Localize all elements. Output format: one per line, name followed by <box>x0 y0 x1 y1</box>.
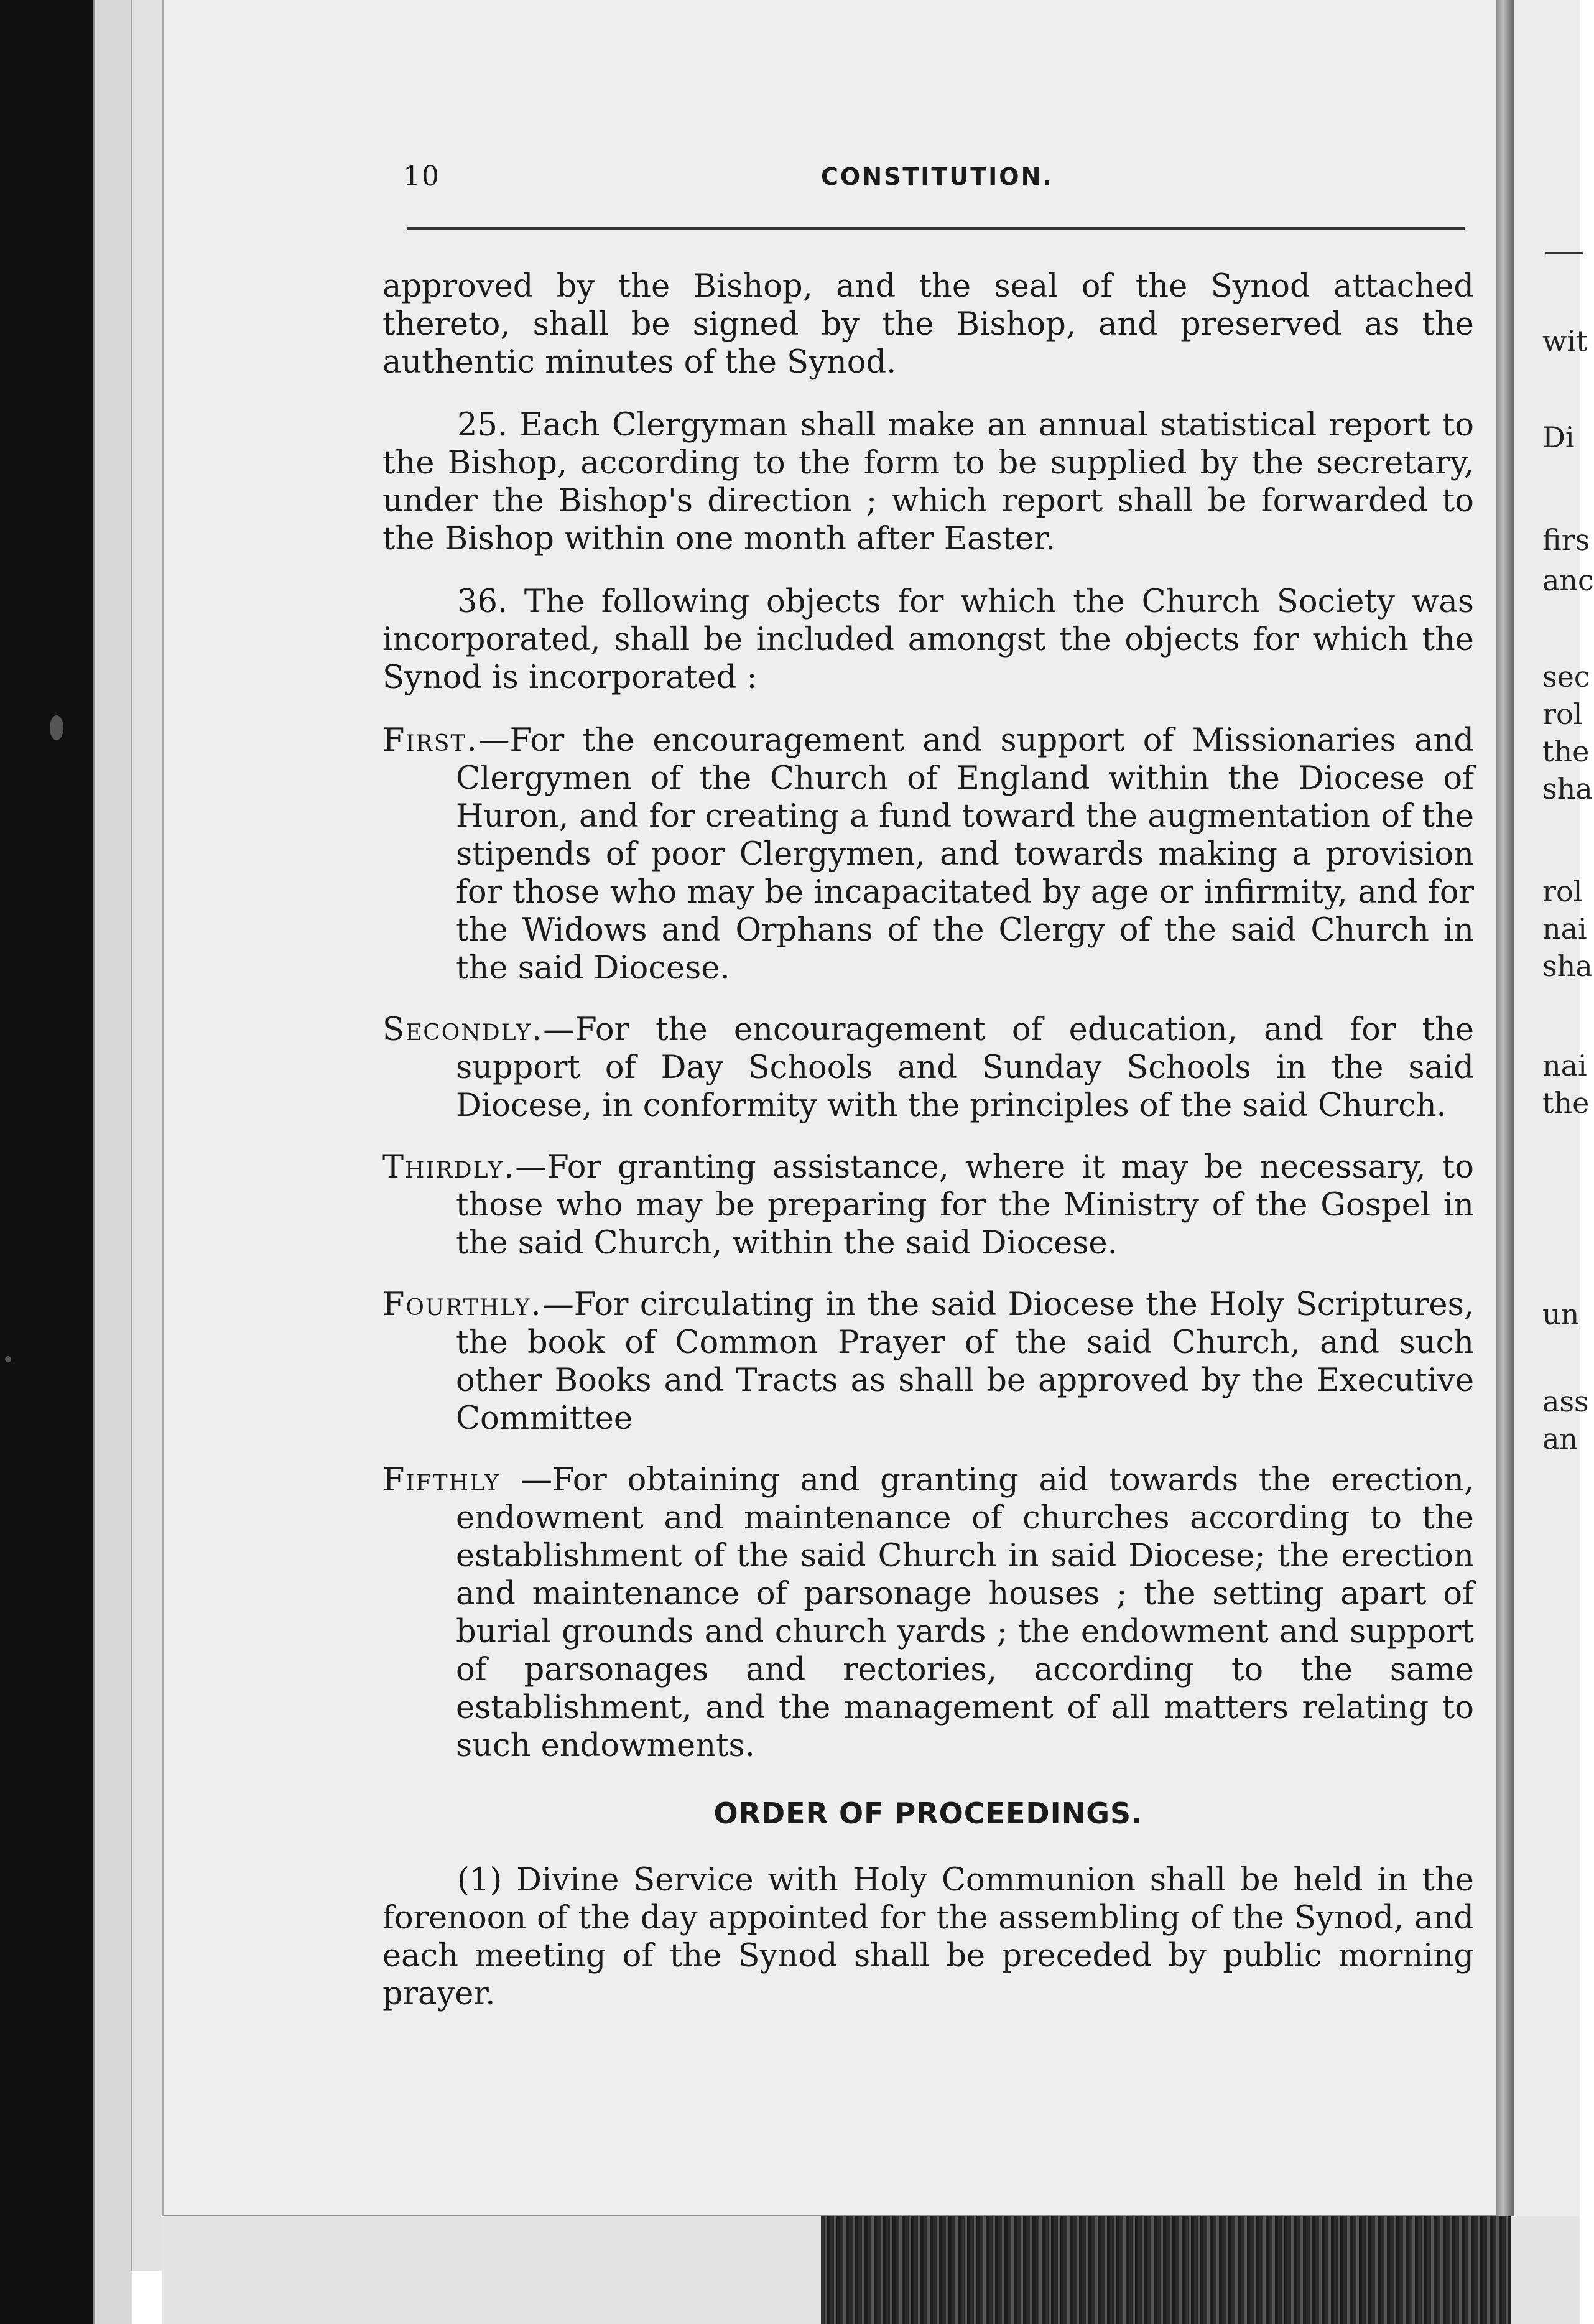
scan-speck <box>50 715 63 740</box>
facing-word: Di <box>1542 421 1575 454</box>
facing-word: an <box>1542 1422 1578 1456</box>
section-36-paragraph: 36. The following objects for which the Church Society was incorporated, shall be included amongst the objects for which the Synod is incorporated : <box>382 583 1474 696</box>
facing-word: anc <box>1542 564 1594 597</box>
facing-word: rol <box>1542 875 1583 908</box>
header-rule <box>407 227 1465 230</box>
order-paragraph-1: (1) Divine Service with Holy Communion shall be held in the forenoon of the day appointed for the assembling of the Synod, and each meeting of the Synod shall be preceded by public morning prayer. <box>382 1862 1474 2012</box>
object-text: —For the encouragement of education, and for the support of Day Schools and Sunday Schools in the said Diocese, in conformity with the principles of the said Church. <box>456 1011 1474 1124</box>
object-secondly <box>382 1011 1474 1125</box>
object-lead: Secondly. <box>382 1011 544 1048</box>
facing-page-rule <box>1545 252 1583 254</box>
object-text: —For the encouragement and support of Missionaries and Clergymen of the Church of England within the Diocese of Huron, and for creating a fund toward the augmentation of the stipends of poor Clergymen, and towards making a provision for those who may be incapacitated by age or infirmity, and for the Widows and Orphans of the Clergy of the said Church in the said Diocese. <box>456 722 1474 987</box>
section-25-paragraph: 25. Each Clergyman shall make an annual statistical report to the Bishop, according to the form to be supplied by the secretary, under the Bishop's direction ; which report shall be forwarded to the Bishop within one month after Easter. <box>382 407 1474 557</box>
facing-word: nai <box>1542 1049 1587 1082</box>
facing-word: un <box>1542 1298 1580 1331</box>
object-fifthly <box>382 1461 1474 1765</box>
facing-page-fragment <box>1514 0 1594 2324</box>
facing-word: sha <box>1542 949 1593 983</box>
object-text: —For circulating in the said Diocese the Holy Scriptures, the book of Common Prayer of the said Church, and such other Books and Tracts as shall be approved by the Executive Committee <box>456 1286 1474 1437</box>
running-head: CONSTITUTION. <box>821 163 1054 190</box>
object-text: —For granting assistance, where it may be necessary, to those who may be preparing for the Ministry of the Gospel in the said Church, within the said Diocese. <box>456 1149 1474 1262</box>
scan-speck <box>5 1356 11 1362</box>
continuation-paragraph: approved by the Bishop, and the seal of the Synod attached thereto, shall be signed by the Bishop, and preserved as the authentic minutes of the Synod. <box>382 268 1474 381</box>
page-edge <box>93 0 132 2324</box>
body-text <box>382 267 1474 2038</box>
book-binding-cloth <box>821 2216 1511 2324</box>
page-edge <box>131 0 164 2271</box>
object-thirdly <box>382 1148 1474 1262</box>
facing-word: the <box>1542 735 1590 768</box>
object-lead: First. <box>382 722 478 759</box>
facing-word: rol <box>1542 697 1583 731</box>
scan-background-strip <box>0 0 93 2324</box>
object-text: —For obtaining and granting aid towards the erection, endowment and maintenance of churches according to the establishment of the said Church in said Diocese; the erection and maintenance of parsonage houses ; the setting apart of burial grounds and church yards ; the endowment and support of parsonages and rectories, according to the same establishment, and the management of all matters relating to such endowments. <box>456 1462 1474 1764</box>
facing-word: ass <box>1542 1385 1589 1418</box>
object-lead: Fifthly <box>382 1462 501 1499</box>
facing-word: firs <box>1542 523 1590 557</box>
section-heading: ORDER OF PROCEEDINGS. <box>713 1796 1143 1830</box>
object-lead: Fourthly. <box>382 1286 542 1323</box>
facing-word: sec <box>1542 660 1590 694</box>
facing-word: the <box>1542 1086 1590 1120</box>
object-first <box>382 722 1474 987</box>
object-lead: Thirdly. <box>382 1149 516 1186</box>
facing-word: sha <box>1542 772 1593 806</box>
object-fourthly <box>382 1286 1474 1438</box>
facing-word: wit <box>1542 324 1588 358</box>
facing-word: nai <box>1542 912 1587 946</box>
book-gutter <box>1496 0 1514 2324</box>
page-number: 10 <box>403 160 440 192</box>
